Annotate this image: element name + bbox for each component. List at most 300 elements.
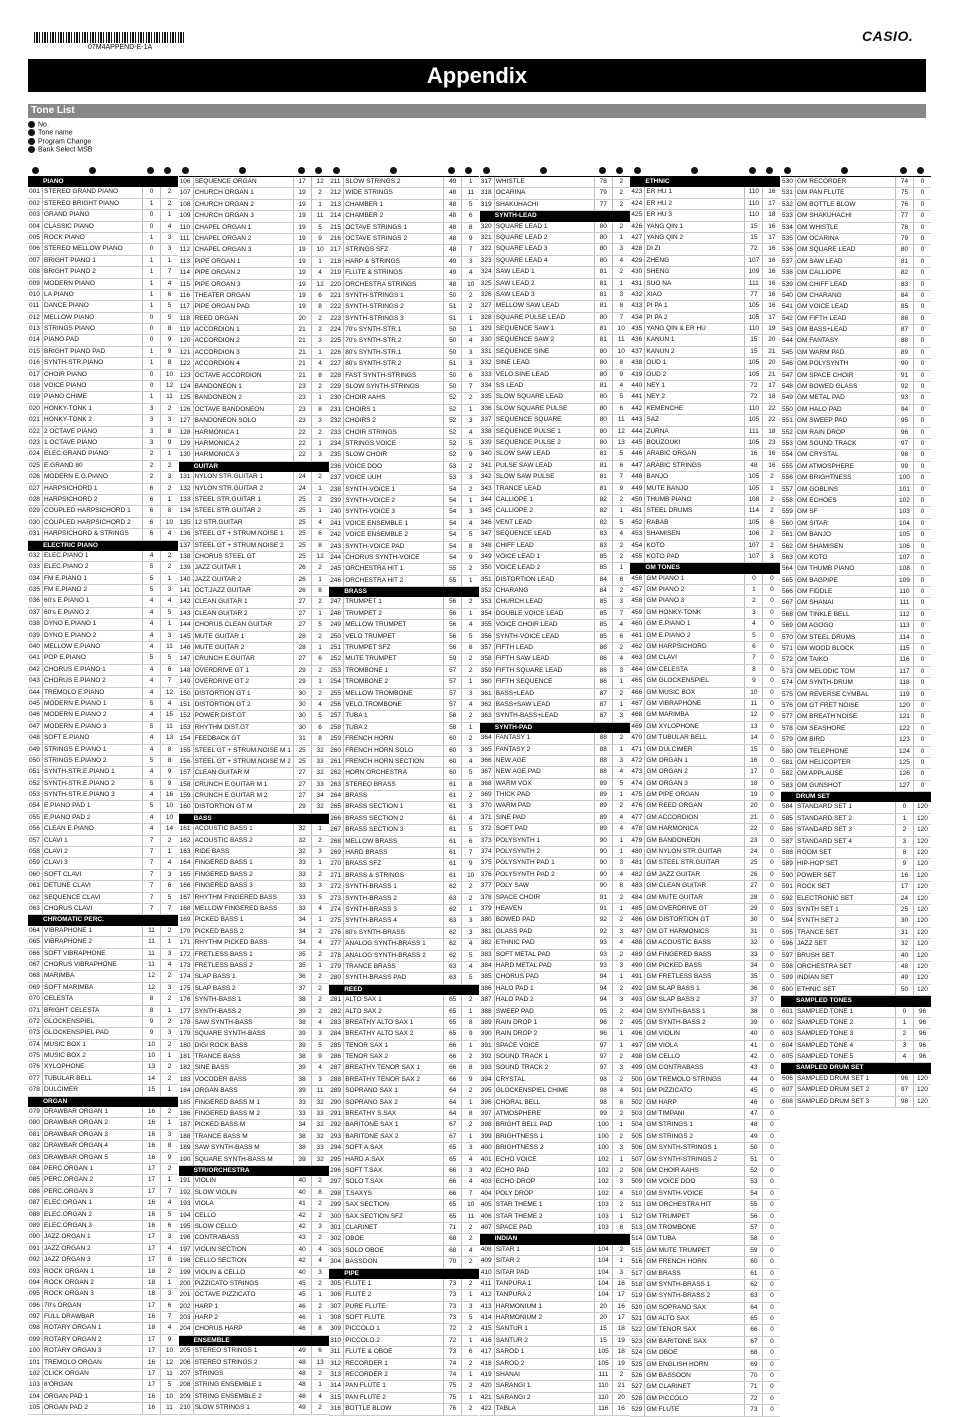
tone-name: GLOCKENSPIEL bbox=[42, 1017, 142, 1027]
tone-name: ELEC.PIANO 2 bbox=[42, 562, 142, 572]
bank-select-msb: 8 bbox=[311, 1324, 329, 1334]
tone-number: 015 bbox=[29, 347, 40, 355]
tone-name: 70's SYNTH-STR.1 bbox=[343, 325, 443, 335]
program-change: 25 bbox=[293, 495, 311, 505]
table-row bbox=[329, 223, 479, 234]
program-change: 58 bbox=[744, 1234, 762, 1244]
table-row bbox=[781, 848, 931, 859]
table-row bbox=[480, 415, 630, 426]
program-change: 55 bbox=[443, 576, 461, 586]
tone-number: 575 bbox=[781, 690, 793, 698]
table-row bbox=[179, 984, 329, 995]
program-change: 48 bbox=[443, 245, 461, 255]
tone-number: 443 bbox=[631, 416, 643, 424]
tone-number: 305 bbox=[330, 1279, 342, 1287]
bank-select-msb: 1 bbox=[311, 506, 329, 516]
tone-name: MARIMBA bbox=[42, 971, 142, 981]
table-row bbox=[630, 335, 780, 346]
table-row bbox=[28, 370, 178, 381]
program-change: 12 bbox=[142, 983, 160, 993]
tone-name: JAZZ GUITAR 2 bbox=[193, 575, 293, 585]
table-row bbox=[630, 779, 780, 790]
bank-select-msb: 2 bbox=[311, 1302, 329, 1312]
tone-number: 527 bbox=[631, 1383, 643, 1391]
bank-select-msb: 2 bbox=[461, 1052, 479, 1062]
tone-name: GM MUTE GUITAR bbox=[644, 893, 744, 903]
tone-number: 269 bbox=[330, 849, 342, 857]
tone-name: TROMBONE 1 bbox=[343, 666, 443, 676]
table-row bbox=[630, 801, 780, 812]
bank-select-msb: 0 bbox=[762, 699, 780, 709]
bank-select-msb: 4 bbox=[311, 518, 329, 528]
tone-name: TUBA 1 bbox=[343, 711, 443, 721]
bank-select-msb: 0 bbox=[762, 745, 780, 755]
bank-select-msb: 2 bbox=[612, 200, 630, 210]
table-row bbox=[329, 711, 479, 722]
tone-name: GM STRINGS 1 bbox=[644, 1120, 744, 1130]
program-change: 107 bbox=[744, 541, 762, 551]
program-change: 119 bbox=[895, 690, 913, 700]
tone-name: GM PIZZICATO bbox=[644, 1086, 744, 1096]
program-change: 5 bbox=[142, 779, 160, 789]
table-row bbox=[28, 1301, 178, 1312]
tone-number: 592 bbox=[781, 894, 793, 902]
program-change: 72 bbox=[744, 1394, 762, 1404]
table-row bbox=[28, 210, 178, 221]
table-row bbox=[480, 461, 630, 472]
tone-name: POLYSYNTH PAD 1 bbox=[494, 858, 594, 868]
tone-name: VIBRAPHONE 1 bbox=[42, 926, 142, 936]
bank-select-msb: 1 bbox=[160, 574, 178, 584]
program-change: 85 bbox=[895, 302, 913, 312]
tone-name: GM NYLON STR.GUITAR bbox=[644, 847, 744, 857]
tone-number: 489 bbox=[631, 950, 643, 958]
table-row bbox=[781, 280, 931, 291]
bank-select-msb: 0 bbox=[762, 585, 780, 595]
program-change: 95 bbox=[895, 416, 913, 426]
program-change: 73 bbox=[443, 1279, 461, 1289]
tone-number: 195 bbox=[179, 1222, 191, 1230]
table-row bbox=[329, 995, 479, 1006]
bank-select-msb: 3 bbox=[461, 928, 479, 938]
table-row bbox=[480, 427, 630, 438]
tone-number: 046 bbox=[29, 711, 40, 719]
bank-select-msb: 1 bbox=[461, 405, 479, 415]
tone-number: 387 bbox=[480, 996, 492, 1004]
tone-name: THUMB PIANO bbox=[644, 495, 744, 505]
tone-number: 208 bbox=[179, 1381, 191, 1389]
table-row bbox=[329, 1063, 479, 1074]
tone-number: 472 bbox=[631, 756, 643, 764]
bank-select-msb: 0 bbox=[762, 1086, 780, 1096]
table-row bbox=[179, 1256, 329, 1267]
program-change: 11 bbox=[142, 937, 160, 947]
table-row bbox=[329, 177, 479, 188]
program-change: 19 bbox=[293, 268, 311, 278]
tone-name: MODERN E.PIANO 3 bbox=[42, 722, 142, 732]
tone-number: 334 bbox=[480, 382, 492, 390]
table-row bbox=[179, 961, 329, 972]
tone-name: RHYTHM PICKED BASS bbox=[193, 938, 293, 948]
bank-select-msb: 2 bbox=[160, 1107, 178, 1117]
tone-name: CHAPEL ORGAN 1 bbox=[193, 223, 293, 233]
tone-name: OCT.JAZZ GUITAR bbox=[193, 586, 293, 596]
column-header bbox=[28, 166, 178, 177]
tone-number: 033 bbox=[29, 563, 40, 571]
tone-name: PIPE ORGAN 2 bbox=[193, 268, 293, 278]
tone-name: ORCHESTRA SET bbox=[795, 962, 895, 972]
table-row bbox=[28, 1074, 178, 1085]
tone-number: 025 bbox=[29, 461, 40, 469]
tone-number: 028 bbox=[29, 495, 40, 503]
tone-name: DRAWBAR ORGAN 5 bbox=[42, 1153, 142, 1163]
tone-number: 506 bbox=[631, 1144, 643, 1152]
program-change: 88 bbox=[594, 733, 612, 743]
program-change: 65 bbox=[443, 1212, 461, 1222]
tone-name: GM XYLOPHONE bbox=[644, 722, 744, 732]
tone-number: 140 bbox=[179, 575, 191, 583]
program-change: 17 bbox=[142, 1380, 160, 1390]
table-row bbox=[329, 677, 479, 688]
tone-name: STANDARD SET 2 bbox=[795, 814, 895, 824]
table-row bbox=[179, 734, 329, 745]
program-change: 9 bbox=[142, 1017, 160, 1027]
bank-select-msb: 9 bbox=[160, 1335, 178, 1345]
bank-select-msb: 21 bbox=[612, 1381, 630, 1391]
tone-number: 192 bbox=[179, 1188, 191, 1196]
tone-number: 326 bbox=[480, 290, 492, 298]
program-change: 3 bbox=[142, 438, 160, 448]
program-change: 86 bbox=[594, 643, 612, 653]
bank-select-msb: 11 bbox=[461, 1212, 479, 1222]
tone-number: 091 bbox=[29, 1244, 40, 1252]
tone-name: POLYSYNTH 1 bbox=[494, 836, 594, 846]
program-change: 82 bbox=[594, 506, 612, 516]
tone-number: 271 bbox=[330, 871, 342, 879]
tone-number: 312 bbox=[330, 1359, 342, 1367]
tone-number: 555 bbox=[781, 462, 793, 470]
tone-number: 229 bbox=[330, 383, 342, 391]
tone-number: 583 bbox=[781, 781, 793, 789]
program-change: 29 bbox=[744, 904, 762, 914]
tone-name: CHURCH ORGAN 1 bbox=[193, 188, 293, 198]
tone-name: TREMOLO ORGAN bbox=[42, 1358, 142, 1368]
tone-name: GM CLARINET bbox=[644, 1382, 744, 1392]
table-row bbox=[630, 1075, 780, 1086]
table-row bbox=[630, 836, 780, 847]
tone-name: ACCORDION 3 bbox=[193, 348, 293, 358]
tone-number: 482 bbox=[631, 870, 643, 878]
table-row bbox=[630, 1052, 780, 1063]
tone-name: SAROD 1 bbox=[494, 1347, 594, 1357]
table-row bbox=[329, 1324, 479, 1335]
bank-select-msb: 4 bbox=[160, 1323, 178, 1333]
tone-name: GM MELODIC TOM bbox=[795, 667, 895, 677]
tone-name: GM SLAP BASS 1 bbox=[644, 984, 744, 994]
table-row bbox=[28, 937, 178, 948]
bank-select-msb: 0 bbox=[762, 767, 780, 777]
program-change: 61 bbox=[443, 837, 461, 847]
tone-name: JAZZ GUITAR 1 bbox=[193, 563, 293, 573]
table-row bbox=[179, 506, 329, 517]
bank-select-msb: 2 bbox=[612, 222, 630, 232]
program-change: 4 bbox=[142, 710, 160, 720]
table-row bbox=[480, 267, 630, 278]
tone-name: MODERN PIANO bbox=[42, 279, 142, 289]
tone-name: CLICK ORGAN bbox=[42, 1369, 142, 1379]
program-change: 21 bbox=[293, 359, 311, 369]
bank-select-msb: 0 bbox=[913, 473, 931, 483]
bank-select-msb: 1 bbox=[311, 1380, 329, 1390]
table-row bbox=[781, 825, 931, 836]
table-row bbox=[28, 1267, 178, 1278]
tone-name: THICK PAD bbox=[494, 790, 594, 800]
table-row bbox=[630, 756, 780, 767]
tone-number: 294 bbox=[330, 1144, 342, 1152]
table-row bbox=[781, 553, 931, 564]
table-row bbox=[28, 438, 178, 449]
program-change: 15 bbox=[594, 1336, 612, 1346]
program-change: 17 bbox=[142, 1301, 160, 1311]
tone-name: GM CLEAN GUITAR bbox=[644, 881, 744, 891]
program-change: 60 bbox=[443, 757, 461, 767]
table-row bbox=[480, 177, 630, 188]
table-row bbox=[630, 518, 780, 529]
bank-select-msb: 4 bbox=[160, 1244, 178, 1254]
table-row bbox=[480, 824, 630, 835]
program-change: 65 bbox=[443, 1200, 461, 1210]
program-change: 45 bbox=[744, 1086, 762, 1096]
program-change: 80 bbox=[594, 358, 612, 368]
table-row bbox=[28, 858, 178, 869]
table-row bbox=[781, 462, 931, 473]
tone-number: 510 bbox=[631, 1189, 643, 1197]
tone-name: CHAMBER 2 bbox=[343, 211, 443, 221]
tone-number: 010 bbox=[29, 290, 40, 298]
program-change: 102 bbox=[594, 1166, 612, 1176]
table-row bbox=[781, 735, 931, 746]
table-row bbox=[480, 870, 630, 881]
tone-number: 148 bbox=[179, 666, 191, 674]
table-row bbox=[630, 484, 780, 495]
bank-select-msb: 9 bbox=[311, 1052, 329, 1062]
tone-name: ACCORDION 2 bbox=[193, 336, 293, 346]
program-change: 10 bbox=[744, 688, 762, 698]
program-change: 89 bbox=[594, 790, 612, 800]
table-row bbox=[329, 1246, 479, 1257]
tone-name: ORCHESTRA STRINGS bbox=[343, 280, 443, 290]
tone-name: SYNTH-VOICE LEAD bbox=[494, 632, 594, 642]
table-row bbox=[28, 1232, 178, 1243]
bank-select-msb: 0 bbox=[762, 1075, 780, 1085]
tone-number: 361 bbox=[480, 689, 492, 697]
table-row bbox=[781, 257, 931, 268]
program-change: 80 bbox=[594, 404, 612, 414]
tone-name: 70's SYNTH-STR.2 bbox=[343, 336, 443, 346]
table-row bbox=[480, 801, 630, 812]
bank-select-msb: 9 bbox=[612, 484, 630, 494]
tone-name: BANDONEON 2 bbox=[193, 393, 293, 403]
program-change: 2 bbox=[142, 461, 160, 471]
tone-number: 395 bbox=[480, 1087, 492, 1095]
program-change: 34 bbox=[744, 961, 762, 971]
table-row bbox=[329, 1166, 479, 1177]
program-change: 97 bbox=[594, 1063, 612, 1073]
tone-name: OUD 1 bbox=[644, 358, 744, 368]
table-row bbox=[329, 882, 479, 893]
tone-name: SOUND TRACK 2 bbox=[494, 1063, 594, 1073]
bank-select-msb: 4 bbox=[461, 700, 479, 710]
table-row bbox=[329, 439, 479, 450]
table-row bbox=[28, 710, 178, 721]
tone-name: GM WOOD BLOCK bbox=[795, 644, 895, 654]
table-row bbox=[179, 1199, 329, 1210]
bank-select-msb: 8 bbox=[461, 542, 479, 552]
tone-number: 398 bbox=[480, 1121, 492, 1129]
table-row bbox=[329, 302, 479, 313]
tone-number: 599 bbox=[781, 974, 793, 982]
program-change: 4 bbox=[142, 665, 160, 675]
table-row bbox=[480, 472, 630, 483]
tone-number: 444 bbox=[631, 427, 643, 435]
tone-name: TRANCE BASS bbox=[193, 1052, 293, 1062]
tone-number: 579 bbox=[781, 736, 793, 744]
tone-number: 548 bbox=[781, 383, 793, 391]
program-change: 6 bbox=[142, 484, 160, 494]
table-row bbox=[329, 1290, 479, 1301]
program-change: 111 bbox=[895, 598, 913, 608]
tone-number: 588 bbox=[781, 849, 793, 857]
bank-select-msb: 2 bbox=[461, 1257, 479, 1267]
bank-select-msb: 0 bbox=[913, 621, 931, 631]
table-row bbox=[28, 1244, 178, 1255]
bank-select-msb: 1 bbox=[311, 1290, 329, 1300]
tone-number: 174 bbox=[179, 973, 191, 981]
table-row bbox=[179, 302, 329, 313]
tone-number: 475 bbox=[631, 791, 643, 799]
bank-select-msb: 4 bbox=[612, 529, 630, 539]
bank-select-msb: 0 bbox=[913, 485, 931, 495]
table-row bbox=[179, 188, 329, 199]
tone-number: 514 bbox=[631, 1235, 643, 1243]
program-change: 114 bbox=[895, 633, 913, 643]
tone-number: 156 bbox=[179, 757, 191, 765]
program-change: 6 bbox=[142, 529, 160, 539]
program-change: 82 bbox=[594, 518, 612, 528]
tone-number: 308 bbox=[330, 1314, 342, 1322]
tone-name: GM TRUMPET bbox=[644, 1212, 744, 1222]
bank-select-msb: 2 bbox=[311, 188, 329, 198]
bank-select-msb: 3 bbox=[461, 257, 479, 267]
header-marker-icon bbox=[329, 166, 343, 176]
table-row bbox=[329, 916, 479, 927]
tone-number: 393 bbox=[480, 1064, 492, 1072]
bank-select-msb: 13 bbox=[612, 438, 630, 448]
tone-number: 298 bbox=[330, 1189, 342, 1197]
bank-select-msb: 1 bbox=[612, 790, 630, 800]
tone-number: 570 bbox=[781, 633, 793, 641]
bank-select-msb: 0 bbox=[913, 678, 931, 688]
program-change: 48 bbox=[293, 1369, 311, 1379]
tone-name: FLUTE & STRINGS bbox=[343, 268, 443, 278]
tone-number: 363 bbox=[480, 712, 492, 720]
table-row bbox=[329, 1109, 479, 1120]
bank-select-msb: 3 bbox=[612, 290, 630, 300]
table-row bbox=[781, 530, 931, 541]
program-change: 1 bbox=[142, 233, 160, 243]
tone-number: 224 bbox=[330, 326, 342, 334]
tone-name: SYNTH-BRASS 4 bbox=[343, 916, 443, 926]
program-change: 110 bbox=[594, 1393, 612, 1403]
tone-name: NEY 2 bbox=[644, 392, 744, 402]
program-change: 63 bbox=[443, 973, 461, 983]
table-row bbox=[28, 187, 178, 198]
tone-name: PI PA 2 bbox=[644, 313, 744, 323]
bank-select-msb: 4 bbox=[160, 960, 178, 970]
table-row bbox=[781, 200, 931, 211]
program-change: 92 bbox=[594, 927, 612, 937]
tone-number: 411 bbox=[480, 1279, 492, 1287]
table-row bbox=[179, 1403, 329, 1414]
program-change: 20 bbox=[293, 314, 311, 324]
program-change: 61 bbox=[443, 791, 461, 801]
bank-select-msb: 0 bbox=[913, 598, 931, 608]
program-change: 97 bbox=[594, 1052, 612, 1062]
tone-number: 057 bbox=[29, 836, 40, 844]
tone-name: SAMPLED TONE 4 bbox=[795, 1041, 895, 1051]
tone-number: 073 bbox=[29, 1029, 40, 1037]
tone-number: 003 bbox=[29, 211, 40, 219]
tone-number: 456 bbox=[631, 574, 643, 582]
bank-select-msb: 1 bbox=[311, 484, 329, 494]
bank-select-msb: 2 bbox=[461, 1324, 479, 1334]
tone-number: 223 bbox=[330, 314, 342, 322]
table-row bbox=[329, 905, 479, 916]
tone-number: 556 bbox=[781, 474, 793, 482]
tone-number: 350 bbox=[480, 564, 492, 572]
tone-name: GM ORCHESTRA HIT bbox=[644, 1200, 744, 1210]
program-change: 105 bbox=[744, 301, 762, 311]
program-change: 94 bbox=[594, 995, 612, 1005]
tone-name: TANPURA 2 bbox=[494, 1290, 594, 1300]
tone-name: GM SOUND TRACK bbox=[795, 439, 895, 449]
table-row bbox=[630, 495, 780, 506]
tone-number: 295 bbox=[330, 1155, 342, 1163]
tone-name: STANDARD SET 3 bbox=[795, 825, 895, 835]
bank-select-msb: 2 bbox=[461, 1120, 479, 1130]
table-row bbox=[781, 302, 931, 313]
program-change: 105 bbox=[744, 358, 762, 368]
program-change: 5 bbox=[142, 801, 160, 811]
tone-name: RHYTHM FINGERED BASS bbox=[193, 893, 293, 903]
bank-select-msb: 16 bbox=[762, 449, 780, 459]
tone-name: BREATHY ALTO SAX 2 bbox=[343, 1029, 443, 1039]
program-change: 16 bbox=[744, 756, 762, 766]
bank-select-msb: 8 bbox=[612, 1223, 630, 1233]
bank-select-msb: 0 bbox=[762, 1189, 780, 1199]
bank-select-msb: 2 bbox=[160, 1062, 178, 1072]
tone-name: GM SWEEP PAD bbox=[795, 416, 895, 426]
bank-select-msb: 0 bbox=[762, 756, 780, 766]
table-row bbox=[28, 1175, 178, 1186]
table-row bbox=[179, 552, 329, 563]
bank-select-msb: 120 bbox=[913, 1097, 931, 1107]
tone-name: BANDONEON 1 bbox=[193, 382, 293, 392]
tone-number: 211 bbox=[330, 178, 341, 185]
table-row bbox=[630, 710, 780, 721]
tone-number: 505 bbox=[631, 1132, 643, 1140]
bank-select-msb: 9 bbox=[311, 234, 329, 244]
